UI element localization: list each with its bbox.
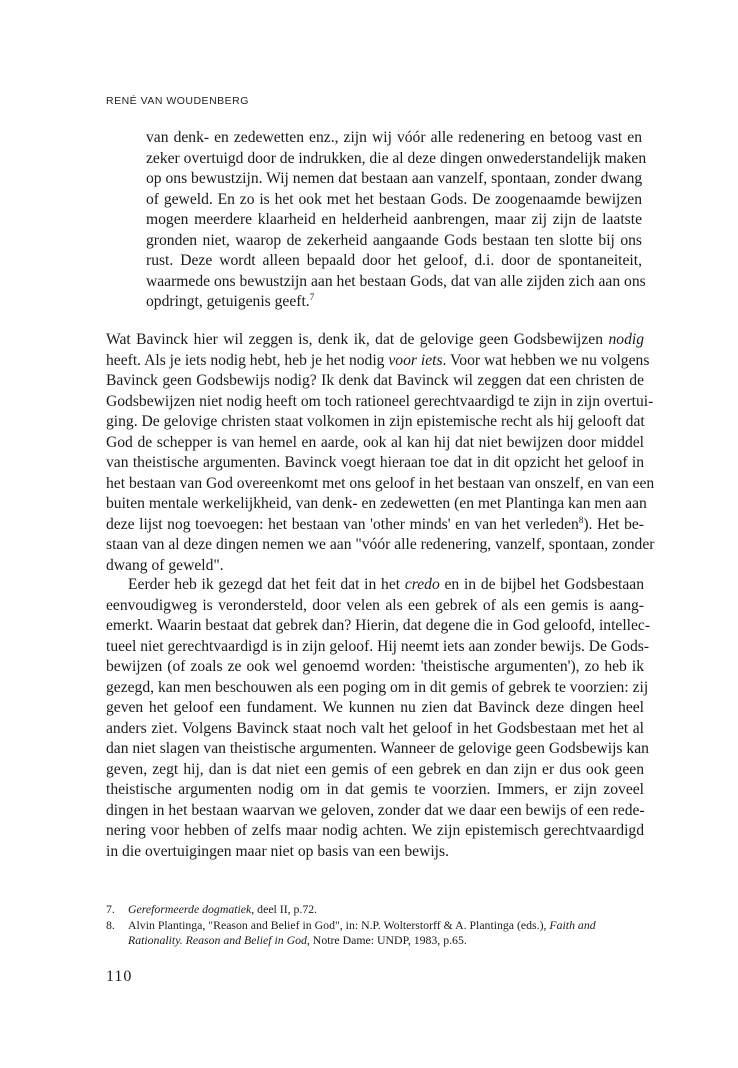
text: , Notre Dame: UNDP, 1983, p.65.	[306, 933, 467, 947]
body-line: eenvoudigweg is verondersteld, door velen als een gebrek of als een gemis is aang-	[106, 596, 644, 614]
footnote-number: 8.	[106, 917, 115, 932]
body-line: anders ziet. Volgens Bavinck staat noch valt het geloof in het Godsbestaan met het al	[106, 719, 644, 737]
text: . Voor wat hebben we nu volgens	[442, 351, 650, 369]
body-line: in die overtuigingen maar niet op basis van een bewijs.	[106, 842, 449, 860]
body-line: tueel niet gerechtvaardigd is in zijn geloof. Hij neemt iets aan zonder bewijs. De Gods-	[106, 637, 650, 655]
body-line: theistische argumenten nodig om in dat gemis te voorzien. Immers, er zijn zoveel	[106, 781, 644, 798]
quote-line: waarmede ons bewustzijn aan het bestaan Gods, dat van alle zijden zich aan ons	[146, 272, 646, 290]
emphasis: Gereformeerde dogmatiek	[128, 902, 252, 916]
text: Eerder heb ik gezegd dat het feit dat in het	[128, 576, 405, 593]
footnote-7	[106, 902, 652, 918]
body-line: bewijzen (of zoals ze ook wel genoemd worden: 'theistische argumenten'), zo heb ik	[106, 658, 644, 675]
paragraph-1	[106, 330, 655, 576]
body-line: geven het geloof een fundament. We kunnen nu zien dat Bavinck deze dingen heel	[106, 699, 644, 716]
emphasis: credo	[404, 576, 440, 593]
text: heeft. Als je iets nodig hebt, heb je het nodig	[106, 351, 389, 369]
paragraph-2	[106, 575, 651, 862]
text: , deel II, p.72.	[251, 902, 318, 916]
quote-last-text: opdringt, getuigenis geeft.	[146, 293, 310, 310]
quote-line: van denk- en zedewetten enz., zijn wij vóór alle redenering en betoog vast en	[146, 129, 642, 146]
footnote-text	[128, 902, 652, 918]
page-number: 110	[106, 968, 133, 985]
text: en in de bijbel het Godsbestaan	[439, 576, 644, 593]
text: Alvin Plantinga, "Reason and Belief in God", in: N.P. Wolterstorff & A. Plantinga (eds.),	[128, 917, 550, 932]
body-line	[106, 351, 650, 372]
body-line	[106, 575, 644, 596]
body-line: van theistische argumenten. Bavinck voegt hieraan toe dat in dit opzicht het geloof in	[106, 454, 644, 471]
body-line: ging. De gelovige christen staat volkomen in zijn epistemische recht als hij gelooft dat	[106, 413, 645, 430]
body-line: Bavinck geen Godsbewijs nodig? Ik denk dat Bavinck wil zeggen dat een christen de	[106, 372, 644, 389]
body-line: gezegd, kan men beschouwen als een poging om in dit gemis of gebrek te voorzien: zij	[106, 678, 649, 696]
text: deze lijst nog toevoegen: het bestaan van 'other minds' en van het verleden	[106, 515, 579, 533]
body-line: het bestaan van God overeenkomt met ons geloof in het bestaan van onszelf, en van een	[106, 474, 655, 492]
body-line	[106, 515, 644, 536]
running-head: RENÉ VAN WOUDENBERG	[106, 95, 249, 107]
emphasis: nodig	[608, 331, 644, 348]
body-line: nering voor hebben of zelfs maar nodig achten. We zijn epistemisch gerechtvaardigd	[106, 822, 644, 839]
quote-line: zeker overtuigd door de indrukken, die al deze dingen onwederstandelijk maken	[146, 149, 647, 167]
footnote-ref-8[interactable]: 8	[578, 514, 584, 525]
footnote-ref-7[interactable]: 7	[309, 291, 315, 302]
body-line: Godsbewijzen niet nodig heeft om toch rationeel gerechtvaardigd te zijn in zijn overtui-	[106, 392, 654, 410]
emphasis: Rationality. Reason and Belief in God	[128, 933, 307, 947]
block-quote	[146, 128, 647, 313]
body-line: emerkt. Waarin bestaat dat gebrek dan? Hierin, dat degene die in God geloofd, intellec-	[106, 617, 651, 634]
body-line: staan van al deze dingen nemen we aan "vóór alle redenering, vanzelf, spontaan, zonder	[106, 536, 655, 553]
body-line: dan niet slagen van theistische argumenten. Wanneer de gelovige geen Godsbewijs kan	[106, 740, 649, 757]
text: ). Het be-	[583, 515, 644, 533]
footnote-number: 7.	[106, 902, 115, 916]
quote-line: mogen meerdere klaarheid en helderheid aanbrengen, maar zij zijn de laatste	[146, 211, 642, 228]
text: Wat Bavinck hier wil zeggen is, denk ik, dat de gelovige geen Godsbewijzen	[106, 331, 609, 348]
footnote-8	[106, 918, 652, 949]
body-line: buiten mentale werkelijkheid, van denk- en zedewetten (en met Plantinga kan men aan	[106, 495, 647, 512]
body-line: geven, zegt hij, dan is dat niet een gemis of een gebrek en dan zijn er dus ook geen	[106, 760, 644, 778]
emphasis: Faith and	[549, 917, 596, 932]
quote-line: rust. Deze wordt alleen bepaald door het geloof, d.i. door de spontaneiteit,	[146, 252, 642, 269]
footnotes	[106, 902, 652, 949]
body-line	[106, 330, 644, 351]
body-line: dingen in het bestaan waarvan we geloven, zonder dat we daar een bewijs of een rede-	[106, 801, 645, 819]
quote-line	[146, 292, 642, 313]
quote-line: gronden niet, waarop de zekerheid aangaande Gods bestaan ten slotte bij ons	[146, 231, 642, 249]
body-line: dwang of geweld".	[106, 556, 224, 574]
body-line: God de schepper is van hemel en aarde, ook al kan hij dat niet bewijzen door middel	[106, 433, 644, 451]
quote-line: of geweld. En zo is het ook met het bestaan Gods. De zoogenaamde bewijzen	[146, 190, 642, 208]
emphasis: voor iets	[388, 351, 443, 369]
footnote-text	[128, 918, 652, 949]
quote-line: op ons bewustzijn. Wij nemen dat bestaan aan vanzelf, spontaan, zonder dwang	[146, 170, 643, 187]
